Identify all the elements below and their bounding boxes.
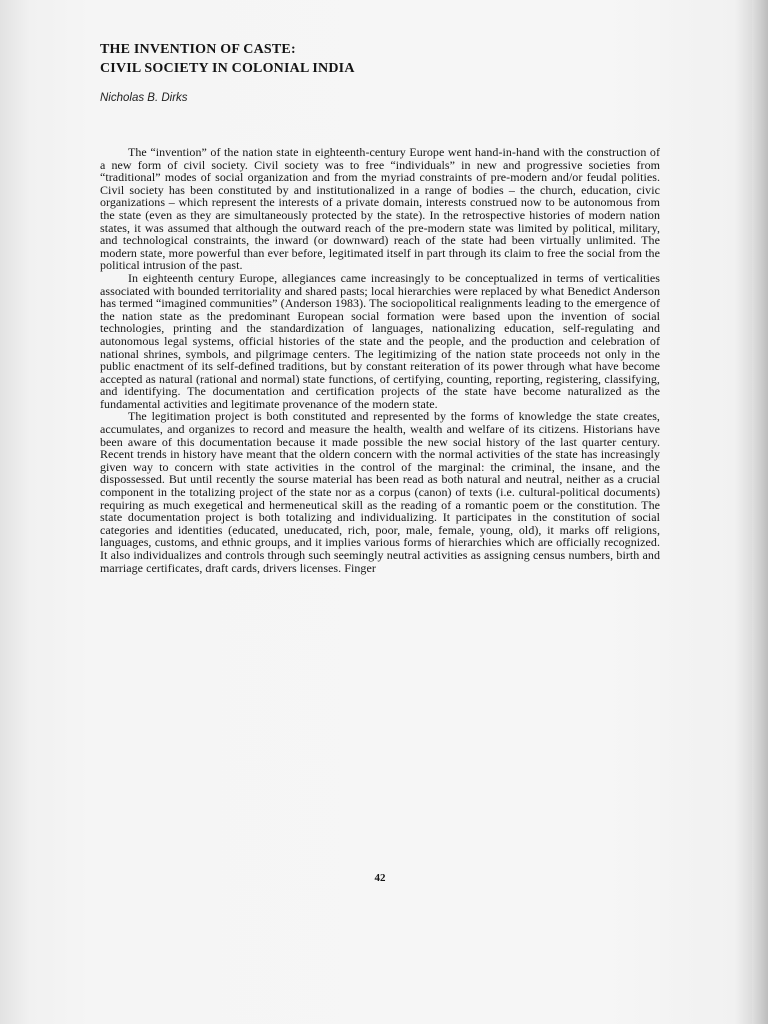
- page-number: 42: [374, 872, 386, 884]
- paragraph-2: In eighteenth century Europe, allegiances came increasingly to be conceptualized in terms of verticalities associated with bounded territoriality and shared pasts; local hierarchies were replaced by what Benedict Anderson has termed “imagined communities” (Anderson 1983). The sociopolitical realignments leading to the emergence of the nation state as the predominant European social formation were based upon the invention of social technologies, printing and the standardization of languages, nationalizing education, self-regulating and autonomous legal systems, official histories of the state and the people, and the production and celebration of national shrines, symbols, and pilgrimage centers. The legitimizing of the nation state proceeds not only in the public enactment of its self-defined traditions, but by constant reiteration of its power through what have become accepted as natural (rational and normal) state functions, of certifying, counting, reporting, registering, classifying, and identifying. The documentation and certification projects of the state have become naturalized as the fundamental activities and legitimate provenance of the modern state.: [100, 270, 660, 411]
- title-line-2: CIVIL SOCIETY IN COLONIAL INDIA: [100, 61, 355, 76]
- article-body: [100, 146, 660, 574]
- paragraph-1: The “invention” of the nation state in eighteenth-century Europe went hand-in-hand with the construction of a new form of civil society. Civil society was to free “individuals” in new and progressive societies from “traditional” modes of social organization and from the myriad constraints of pre-modern and/or feudal polities. Civil society has been constituted by and institutionalized in a range of bodies – the church, education, civic organizations – which represent the interests of a private domain, interests construed now to be autonomous from the state (even as they are simultaneously protected by the state). In the retrospective histories of modern nation states, it was assumed that although the outward reach of the pre-modern state was limited by political, military, and technological constraints, the inward (or downward) reach of the state had been virtually unlimited. The modern state, more powerful than ever before, legitimated itself in part through its claim to free the social from the political intrusion of the past.: [100, 145, 660, 273]
- paragraph-3: The legitimation project is both constituted and represented by the forms of knowledge the state creates, accumulates, and organizes to record and measure the health, wealth and welfare of its citizens. Historians have been aware of this documentation because it made possible the new social history of the last quarter century. Recent trends in history have meant that the oldern concern with the normal activities of the state has increasingly given way to concern with state activities in the control of the marginal: the criminal, the insane, and the dispossessed. But until recently the sourse material has been read as both natural and neutral, neither as a crucial component in the totalizing project of the state nor as a corpus (canon) of texts (i.e. cultural-political documents) requiring as much exegetical and hermeneutical skill as the reading of a romantic poem or the constitution. The state documentation project is both totalizing and individualizing. It participates in the constitution of social categories and identities (educated, uneducated, rich, poor, male, female, young, old), it marks off religions, languages, customs, and ethnic groups, and it implies various forms of hierarchies which are officially recognized. It also individualizes and controls through such seemingly neutral activities as assigning census numbers, birth and marriage certificates, draft cards, drivers licenses. Finger: [100, 409, 660, 575]
- author-name: Nicholas B. Dirks: [100, 92, 188, 104]
- page-edge-shadow: [752, 0, 768, 1024]
- article-title: [100, 40, 660, 78]
- title-line-1: THE INVENTION OF CASTE:: [100, 42, 296, 57]
- article: [100, 40, 660, 884]
